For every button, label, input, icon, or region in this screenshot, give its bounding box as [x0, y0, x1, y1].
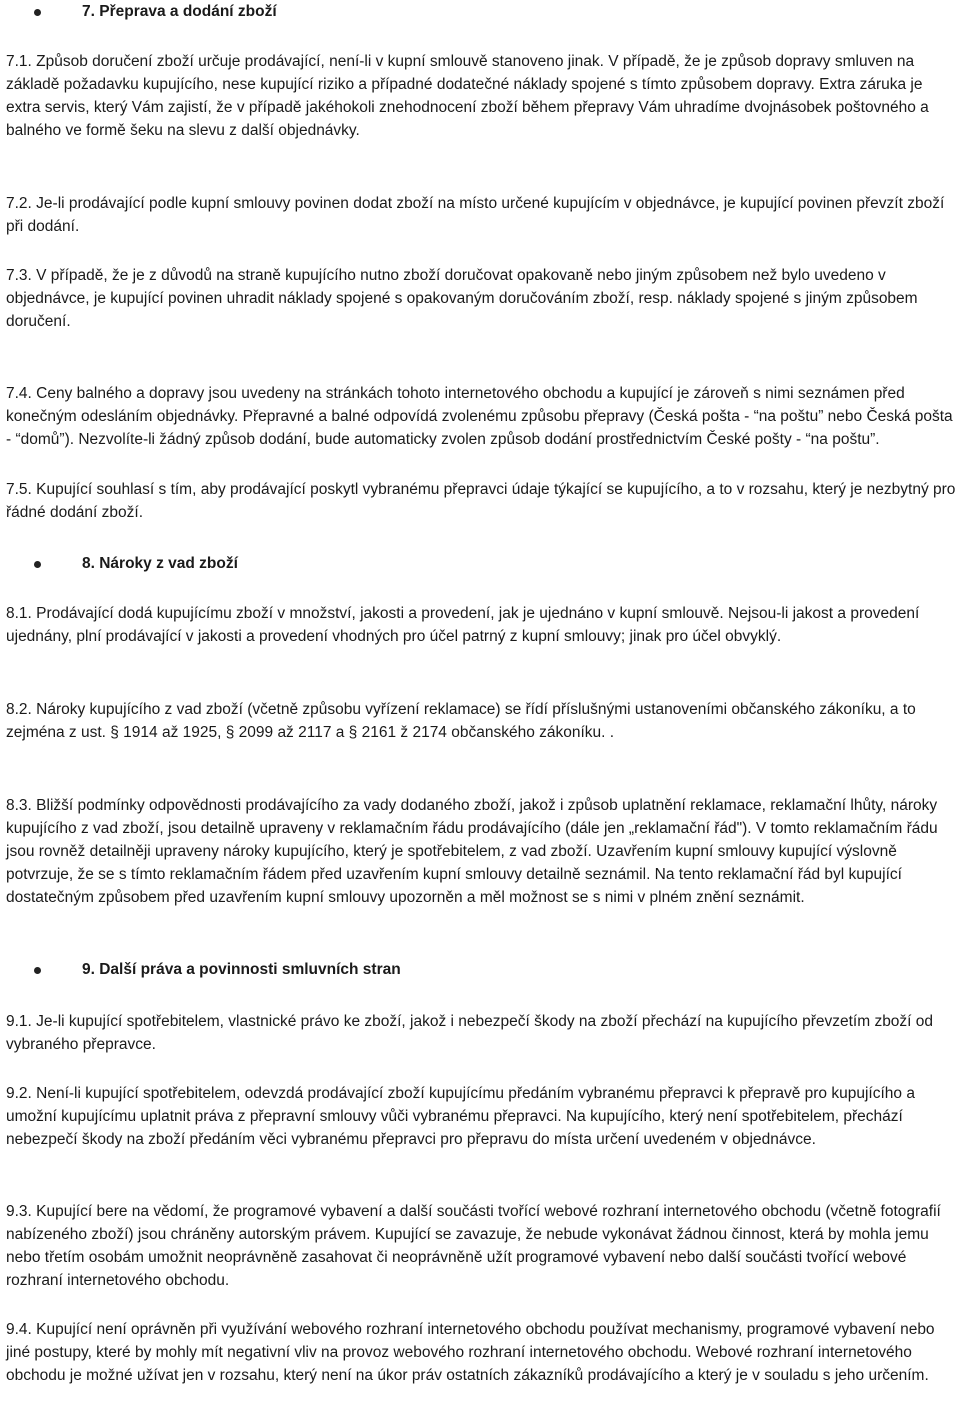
bullet-icon [34, 561, 41, 568]
section-heading-9 [6, 958, 960, 982]
section-heading-7 [6, 0, 960, 24]
paragraph-7-4: 7.4. Ceny balného a dopravy jsou uvedeny na stránkách tohoto internetového obchodu a kupující je zároveň s nimi seznámen před konečným odesláním objednávky. Přepravné a balné odpovídá zvolenému způsobu přepravy (Česká pošta - “na poštu” nebo Česká pošta - “domů”). Nezvolíte-li žádný způsob dodání, bude automaticky zvolen způsob dodání prostřednictvím České pošty - “na poštu”. [6, 385, 953, 448]
paragraph-8-3: 8.3. Bližší podmínky odpovědnosti prodávajícího za vady dodaného zboží, jakož i způsob uplatnění reklamace, reklamační lhůty, nároky kupujícího z vad zboží, jsou detailně upraveny v reklamačním řádu prodávajícího (dále jen „reklamační řád"). V tomto reklamačním řádu jsou rovněž detailněji upraveny nároky kupujícího, který je spotřebitelem, z vad zboží. Uzavřením kupní smlouvy kupující výslovně potvrzuje, že se s tímto reklamačním řádem před uzavřením kupní smlouvy detailně seznámil. Na tento reklamační řád byl kupující dostatečným způsobem před uzavřením kupní smlouvy upozorněn a měl možnost se s nimi v plném znění seznámit. [6, 797, 938, 906]
paragraph-8-2: 8.2. Nároky kupujícího z vad zboží (včetně způsobu vyřízení reklamace) se řídí příslušnými ustanoveními občanského zákoníku, a to zejména z ust. § 1914 až 1925, § 2099 až 2117 a § 2161 ž 2174 občanského zákoníku. . [6, 701, 916, 741]
section-heading-8 [6, 552, 960, 576]
bullet-icon [34, 9, 41, 16]
paragraph-7-3: 7.3. V případě, že je z důvodů na straně kupujícího nutno zboží doručovat opakovaně nebo jiným způsobem než bylo uvedeno v objednávce, je kupující povinen uhradit náklady spojené s opakovaným doručováním zboží, resp. náklady spojené s jiným způsobem doručení. [6, 267, 918, 330]
paragraph-7-1: 7.1. Způsob doručení zboží určuje prodávající, není-li v kupní smlouvě stanoveno jinak. V případě, že je způsob dopravy smluven na základě požadavku kupujícího, nese kupující riziko a případné dodatečné náklady spojené s tímto způsobem dopravy. Extra záruka je extra servis, který Vám zajistí, že v případě jakéhokoli znehodnocení zboží během přepravy Vám uhradíme dvojnásobek poštovného a balného ve formě šeku na slevu z další objednávky. [6, 53, 929, 139]
paragraph-9-3: 9.3. Kupující bere na vědomí, že programové vybavení a další součásti tvořící webové rozhraní internetového obchodu (včetně fotografií nabízeného zboží) jsou chráněny autorským právem. Kupující se zavazuje, že nebude vykonávat žádnou činnost, která by mohla jemu nebo třetím osobám umožnit neoprávněně zasahovat či neoprávněně užít programové vybavení nebo další součásti tvořící webové rozhraní internetového obchodu. [6, 1203, 941, 1289]
paragraph-9-1: 9.1. Je-li kupující spotřebitelem, vlastnické právo ke zboží, jakož i nebezpečí škody na zboží přechází na kupujícího převzetím zboží od vybraného přepravce. [6, 1013, 934, 1053]
paragraph-8-1: 8.1. Prodávající dodá kupujícímu zboží v množství, jakosti a provedení, jak je ujednáno v kupní smlouvě. Nejsou-li jakost a provedení ujednány, plní prodávající v jakosti a provedení vhodných pro účel patrný z kupní smlouvy; jinak pro účel obvyklý. [6, 605, 920, 645]
paragraph-9-4: 9.4. Kupující není oprávněn při využívání webového rozhraní internetového obchodu používat mechanismy, programové vybavení nebo jiné postupy, které by mohly mít negativní vliv na provoz webového rozhraní internetového obchodu. Webové rozhraní internetového obchodu je možné užívat jen v rozsahu, který není na úkor práv ostatních zákazníků prodávajícího a který je v souladu s jeho určením. [6, 1321, 935, 1384]
section-heading-text: 8. Nároky z vad zboží [82, 555, 238, 572]
paragraph-9-2: 9.2. Není-li kupující spotřebitelem, odevzdá prodávající zboží kupujícímu předáním vybranému přepravci k přepravě pro kupujícího a umožní kupujícímu uplatnit práva z přepravní smlouvy vůči vybranému přepravci. Na kupujícího, který není spotřebitelem, přechází nebezpečí škody na zboží předáním věci vybranému přepravci pro přepravu do místa určení uvedeném v objednávce. [6, 1085, 915, 1148]
section-heading-text: 7. Přeprava a dodání zboží [82, 3, 277, 20]
paragraph-7-5: 7.5. Kupující souhlasí s tím, aby prodávající poskytl vybranému přepravci údaje týkající se kupujícího, a to v rozsahu, který je nezbytný pro řádné dodání zboží. [6, 481, 956, 521]
section-heading-text: 9. Další práva a povinnosti smluvních stran [82, 961, 401, 978]
bullet-icon [34, 967, 41, 974]
paragraph-7-2: 7.2. Je-li prodávající podle kupní smlouvy povinen dodat zboží na místo určené kupujícím v objednávce, je kupující povinen převzít zboží při dodání. [6, 195, 945, 235]
